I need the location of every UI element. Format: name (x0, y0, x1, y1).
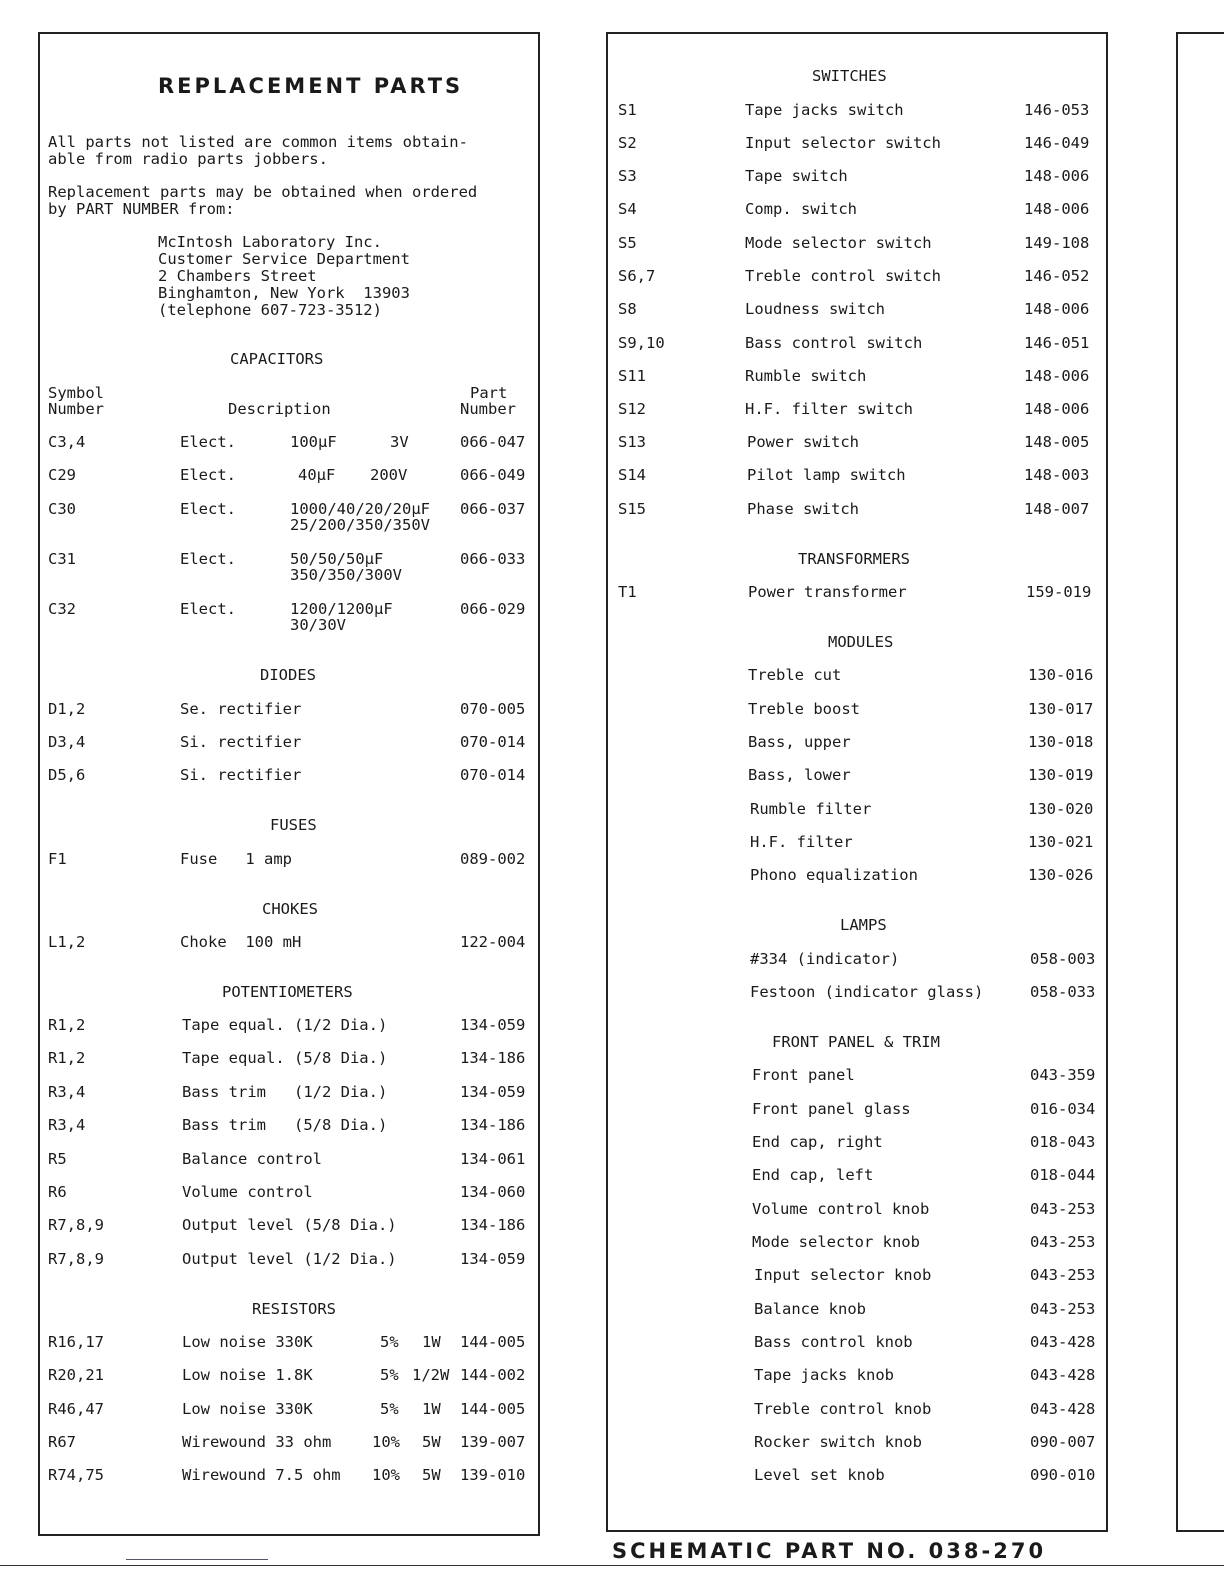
table-row-part: 148-006 (1024, 367, 1090, 385)
table-row-description: Balance knob (754, 1300, 866, 1318)
table-row-description: End cap, left (752, 1166, 874, 1184)
table-row-symbol: S6,7 (618, 267, 656, 285)
address-line: McIntosh Laboratory Inc. (158, 233, 382, 251)
table-row-description: Fuse 1 amp (180, 850, 292, 868)
table-row-description: Front panel (752, 1066, 855, 1084)
table-row-part: 066-029 (460, 600, 526, 618)
table-row-value: 40µF (298, 466, 336, 484)
table-row-part: 122-004 (460, 933, 526, 951)
table-row-description: Choke 100 mH (180, 933, 302, 951)
table-row-description: Front panel glass (752, 1100, 911, 1118)
table-row-description: Tape equal. (1/2 Dia.) (182, 1016, 388, 1034)
table-row-symbol: S8 (618, 300, 637, 318)
table-row-part: 043-253 (1030, 1200, 1096, 1218)
table-row-part: 139-007 (460, 1433, 526, 1451)
table-row-part: 134-059 (460, 1083, 526, 1101)
table-row-type: Elect. (180, 550, 236, 568)
table-row-symbol: C31 (48, 550, 76, 568)
table-row-symbol: C32 (48, 600, 76, 618)
table-row-part: 146-052 (1024, 267, 1090, 285)
table-row-description: Mode selector knob (752, 1233, 920, 1251)
table-row-symbol: S3 (618, 167, 637, 185)
table-row-symbol: D1,2 (48, 700, 86, 718)
table-row-description: Treble control switch (745, 267, 941, 285)
table-row-part: 134-059 (460, 1250, 526, 1268)
table-row-part: 043-359 (1030, 1066, 1096, 1084)
table-row-part: 066-049 (460, 466, 526, 484)
table-row-symbol: S14 (618, 466, 646, 484)
table-row-description: Balance control (182, 1150, 322, 1168)
table-row-type: Elect. (180, 500, 236, 518)
footer-underline (126, 1559, 268, 1560)
table-row-description: Loudness switch (745, 300, 885, 318)
table-row-description: Treble boost (748, 700, 860, 718)
table-row-part: 130-016 (1028, 666, 1094, 684)
table-row-description: Bass, upper (748, 733, 851, 751)
table-row-description: Pilot lamp switch (747, 466, 906, 484)
table-row-description: Input selector knob (754, 1266, 932, 1284)
table-row-symbol: R67 (48, 1433, 76, 1451)
table-row-symbol: R5 (48, 1150, 67, 1168)
table-row-description: Phase switch (747, 500, 859, 518)
footer-rule (0, 1565, 1224, 1566)
table-row-part: 146-049 (1024, 134, 1090, 152)
table-row-description: Bass trim (1/2 Dia.) (182, 1083, 388, 1101)
table-row-type: Elect. (180, 600, 236, 618)
section-heading-modules: MODULES (828, 633, 894, 651)
table-row-symbol: R1,2 (48, 1016, 86, 1034)
table-row-part: 148-003 (1024, 466, 1090, 484)
table-row-description: Tape switch (745, 167, 848, 185)
table-row-part: 066-047 (460, 433, 526, 451)
table-row-part: 134-060 (460, 1183, 526, 1201)
table-row-description: Bass control switch (745, 334, 923, 352)
table-row-description: Power transformer (748, 583, 907, 601)
intro-line: able from radio parts jobbers. (48, 150, 328, 168)
table-row-part: 146-051 (1024, 334, 1090, 352)
table-row-symbol: R3,4 (48, 1083, 86, 1101)
table-row-description: Phono equalization (750, 866, 918, 884)
table-row-symbol: D3,4 (48, 733, 86, 751)
table-row-symbol: F1 (48, 850, 67, 868)
table-row-part: 134-186 (460, 1116, 526, 1134)
table-row-symbol: D5,6 (48, 766, 86, 784)
table-row-description: Bass trim (5/8 Dia.) (182, 1116, 388, 1134)
table-row-voltage: 3V (390, 433, 409, 451)
table-row-description: #334 (indicator) (750, 950, 900, 968)
table-row-symbol: R74,75 (48, 1466, 104, 1484)
table-row-part: 070-005 (460, 700, 526, 718)
table-row-part: 149-108 (1024, 234, 1090, 252)
table-row-part: 058-033 (1030, 983, 1096, 1001)
table-row-part: 148-005 (1024, 433, 1090, 451)
table-row-description: Bass control knob (754, 1333, 913, 1351)
table-row-symbol: R7,8,9 (48, 1216, 104, 1234)
table-row-description: Tape jacks knob (754, 1366, 894, 1384)
table-row-part: 058-003 (1030, 950, 1096, 968)
table-row-value: 50/50/50µF (290, 550, 384, 568)
table-row-description: H.F. filter switch (745, 400, 913, 418)
table-row-value-voltage: 30/30V (290, 616, 346, 634)
table-row-value: 100µF (290, 433, 337, 451)
table-row-part: 139-010 (460, 1466, 526, 1484)
table-row-tolerance: 10% (372, 1466, 400, 1484)
table-row-tolerance: 5% (380, 1400, 399, 1418)
table-row-symbol: T1 (618, 583, 637, 601)
table-row-symbol: C30 (48, 500, 76, 518)
table-row-part: 090-007 (1030, 1433, 1096, 1451)
table-row-part: 134-059 (460, 1016, 526, 1034)
table-row-description: Mode selector switch (745, 234, 932, 252)
section-heading-capacitors: CAPACITORS (230, 350, 324, 368)
table-row-part: 144-005 (460, 1400, 526, 1418)
table-row-part: 043-253 (1030, 1233, 1096, 1251)
table-row-description: Rocker switch knob (754, 1433, 922, 1451)
table-row-symbol: S11 (618, 367, 646, 385)
table-row-description: Si. rectifier (180, 766, 302, 784)
table-row-value: 1200/1200µF (290, 600, 393, 618)
table-row-description: Bass, lower (748, 766, 851, 784)
table-row-part: 043-253 (1030, 1300, 1096, 1318)
table-row-wattage: 5W (422, 1466, 441, 1484)
table-row-wattage: 1W (422, 1400, 441, 1418)
table-row-part: 130-026 (1028, 866, 1094, 884)
table-row-tolerance: 10% (372, 1433, 400, 1451)
table-row-part: 146-053 (1024, 101, 1090, 119)
table-row-description: H.F. filter (750, 833, 853, 851)
table-row-part: 134-061 (460, 1150, 526, 1168)
table-row-symbol: R46,47 (48, 1400, 104, 1418)
table-row-description: Volume control knob (752, 1200, 930, 1218)
table-row-part: 148-006 (1024, 400, 1090, 418)
intro-line: All parts not listed are common items obtain- (48, 133, 468, 151)
table-row-part: 130-017 (1028, 700, 1094, 718)
section-heading-potentiometers: POTENTIOMETERS (222, 983, 353, 1001)
table-row-symbol: R16,17 (48, 1333, 104, 1351)
table-row-symbol: S9,10 (618, 334, 665, 352)
section-heading-lamps: LAMPS (840, 916, 887, 934)
table-row-wattage: 1W (422, 1333, 441, 1351)
table-row-part: 148-006 (1024, 167, 1090, 185)
table-row-symbol: L1,2 (48, 933, 86, 951)
table-row-part: 016-034 (1030, 1100, 1096, 1118)
table-row-symbol: S5 (618, 234, 637, 252)
table-row-description: Output level (1/2 Dia.) (182, 1250, 397, 1268)
col-header-part: Part (470, 384, 508, 402)
table-row-symbol: S1 (618, 101, 637, 119)
table-row-type: Elect. (180, 466, 236, 484)
table-row-tolerance: 5% (380, 1366, 399, 1384)
table-row-description: Volume control (182, 1183, 313, 1201)
table-row-type: Elect. (180, 433, 236, 451)
table-row-description: Wirewound 7.5 ohm (182, 1466, 341, 1484)
section-heading-diodes: DIODES (260, 666, 316, 684)
table-row-part: 130-020 (1028, 800, 1094, 818)
page-title: REPLACEMENT PARTS (158, 74, 464, 98)
next-panel-edge (1176, 32, 1224, 1532)
table-row-part: 144-005 (460, 1333, 526, 1351)
address-line: (telephone 607-723-3512) (158, 301, 382, 319)
table-row-description: Low noise 330K (182, 1400, 313, 1418)
section-heading-resistors: RESISTORS (252, 1300, 336, 1318)
section-heading-transformers: TRANSFORMERS (798, 550, 910, 568)
table-row-description: Low noise 1.8K (182, 1366, 313, 1384)
table-row-wattage: 5W (422, 1433, 441, 1451)
table-row-description: Tape jacks switch (745, 101, 904, 119)
table-row-symbol: S13 (618, 433, 646, 451)
section-heading-chokes: CHOKES (262, 900, 318, 918)
table-row-part: 070-014 (460, 766, 526, 784)
table-row-value: 1000/40/20/20µF (290, 500, 430, 518)
table-row-symbol: R6 (48, 1183, 67, 1201)
table-row-symbol: R3,4 (48, 1116, 86, 1134)
table-row-symbol: R1,2 (48, 1049, 86, 1067)
table-row-part: 043-428 (1030, 1366, 1096, 1384)
col-header-symbol: Number (48, 400, 104, 418)
table-row-description: Level set knob (754, 1466, 885, 1484)
table-row-description: Rumble filter (750, 800, 872, 818)
table-row-value-voltage: 25/200/350/350V (290, 516, 430, 534)
table-row-symbol: C29 (48, 466, 76, 484)
table-row-description: Power switch (747, 433, 859, 451)
table-row-description: Treble cut (748, 666, 842, 684)
table-row-part: 070-014 (460, 733, 526, 751)
table-row-part: 130-021 (1028, 833, 1094, 851)
intro-line: Replacement parts may be obtained when ordered (48, 183, 478, 201)
col-header-symbol: Symbol (48, 384, 104, 402)
section-heading-switches: SWITCHES (812, 67, 887, 85)
table-row-part: 159-019 (1026, 583, 1092, 601)
table-row-part: 018-043 (1030, 1133, 1096, 1151)
table-row-part: 130-018 (1028, 733, 1094, 751)
table-row-description: Si. rectifier (180, 733, 302, 751)
address-line: Binghamton, New York 13903 (158, 284, 410, 302)
address-line: Customer Service Department (158, 250, 410, 268)
col-header-description: Description (228, 400, 331, 418)
table-row-part: 043-428 (1030, 1400, 1096, 1418)
table-row-tolerance: 5% (380, 1333, 399, 1351)
table-row-part: 148-006 (1024, 300, 1090, 318)
table-row-description: Se. rectifier (180, 700, 302, 718)
address-line: 2 Chambers Street (158, 267, 317, 285)
table-row-symbol: C3,4 (48, 433, 86, 451)
table-row-part: 134-186 (460, 1216, 526, 1234)
table-row-part: 130-019 (1028, 766, 1094, 784)
table-row-part: 043-428 (1030, 1333, 1096, 1351)
table-row-part: 089-002 (460, 850, 526, 868)
table-row-symbol: S2 (618, 134, 637, 152)
table-row-symbol: R20,21 (48, 1366, 104, 1384)
schematic-part-number: SCHEMATIC PART NO. 038-270 (612, 1539, 1047, 1563)
col-header-part: Number (460, 400, 516, 418)
table-row-description: Festoon (indicator glass) (750, 983, 984, 1001)
table-row-description: Input selector switch (745, 134, 941, 152)
table-row-part: 066-037 (460, 500, 526, 518)
intro-line: by PART NUMBER from: (48, 200, 235, 218)
section-heading-front-panel: FRONT PANEL & TRIM (772, 1033, 940, 1051)
table-row-symbol: R7,8,9 (48, 1250, 104, 1268)
table-row-part: 148-007 (1024, 500, 1090, 518)
table-row-part: 066-033 (460, 550, 526, 568)
table-row-part: 148-006 (1024, 200, 1090, 218)
table-row-description: Rumble switch (745, 367, 867, 385)
table-row-part: 018-044 (1030, 1166, 1096, 1184)
table-row-part: 090-010 (1030, 1466, 1096, 1484)
table-row-description: End cap, right (752, 1133, 883, 1151)
table-row-symbol: S15 (618, 500, 646, 518)
section-heading-fuses: FUSES (270, 816, 317, 834)
table-row-description: Wirewound 33 ohm (182, 1433, 332, 1451)
table-row-symbol: S4 (618, 200, 637, 218)
table-row-description: Comp. switch (745, 200, 857, 218)
table-row-wattage: 1/2W (412, 1366, 450, 1384)
table-row-description: Output level (5/8 Dia.) (182, 1216, 397, 1234)
table-row-description: Low noise 330K (182, 1333, 313, 1351)
table-row-part: 144-002 (460, 1366, 526, 1384)
table-row-part: 043-253 (1030, 1266, 1096, 1284)
table-row-description: Treble control knob (754, 1400, 932, 1418)
table-row-value-voltage: 350/350/300V (290, 566, 402, 584)
table-row-voltage: 200V (370, 466, 408, 484)
table-row-symbol: S12 (618, 400, 646, 418)
table-row-description: Tape equal. (5/8 Dia.) (182, 1049, 388, 1067)
table-row-part: 134-186 (460, 1049, 526, 1067)
